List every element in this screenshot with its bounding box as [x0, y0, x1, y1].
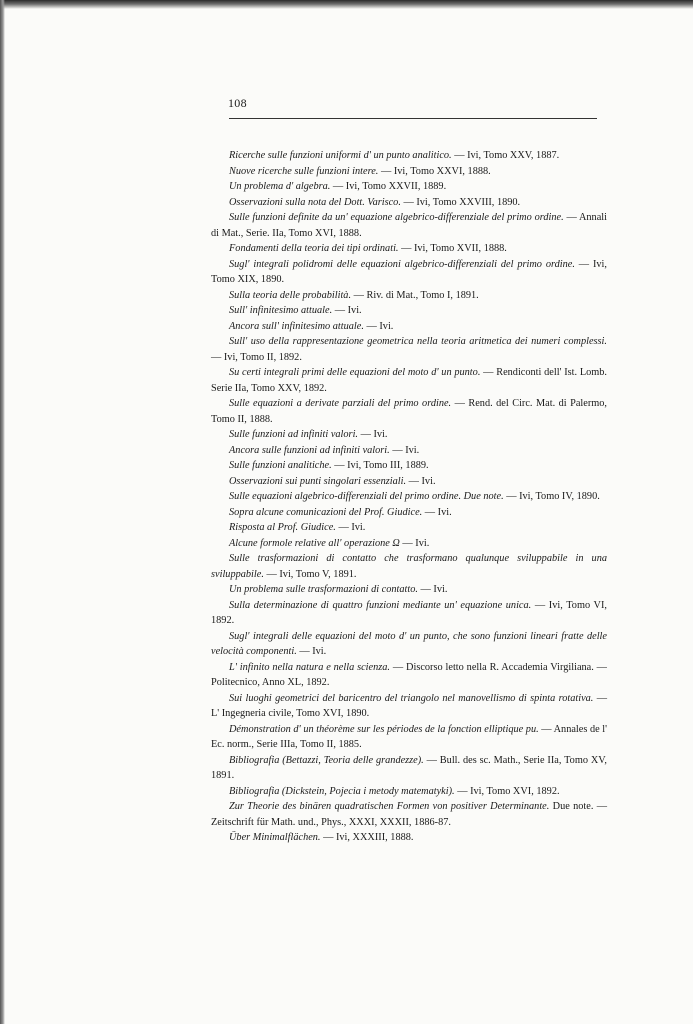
entry-publication: — Ivi, Tomo III, 1889. [331, 460, 429, 471]
entry-title: Sulla determinazione di quattro funzioni mediante un' equazione unica. [229, 599, 532, 611]
bibliography-entry [211, 598, 607, 629]
entry-title: Su certi integrali primi delle equazioni del moto d' un punto. [229, 367, 481, 378]
bibliography-entry [211, 365, 607, 396]
bibliography-entry [211, 210, 607, 241]
entry-publication: — Ivi, Tomo VI, 1892. [211, 599, 607, 626]
entry-publication: — Ivi, Tomo XVII, 1888. [398, 243, 507, 254]
entry-title: Ancora sulle funzioni ad infiniti valori. [229, 444, 390, 456]
entry-title: Sulle trasformazioni di contatto che trasformano qualunque sviluppabile in una sviluppabile. [211, 553, 607, 580]
entry-title: Sull' uso della rappresentazione geometrica nella teoria aritmetica dei numeri complessi. [229, 336, 607, 347]
bibliography-entry [211, 505, 607, 521]
entry-title: Über Minimalflächen. [229, 832, 321, 843]
bibliography-entry [211, 784, 607, 800]
entry-publication: — Ivi, Tomo XXV, 1887. [451, 150, 560, 161]
bibliography-entry [211, 396, 607, 427]
entry-publication: — Rend. del Circ. Mat. di Palermo, Tomo II, 1888. [211, 398, 607, 425]
bibliography-entry [211, 722, 607, 753]
bibliography-entry [211, 551, 607, 582]
bibliography-entry [211, 288, 607, 304]
entry-publication: — Ivi. [417, 584, 448, 595]
bibliography-entry [211, 303, 607, 319]
entry-publication: — Ivi. [332, 305, 362, 316]
bibliography-entry [211, 582, 607, 598]
entry-title: Sopra alcune comunicazioni del Prof. Giudice. [229, 506, 423, 518]
entry-title: Risposta al Prof. Giudice. [229, 522, 336, 533]
entry-title: Ancora sull' infinitesimo attuale. [229, 320, 364, 332]
entry-title: Fondamenti della teoria dei tipi ordinati. [229, 243, 399, 254]
bibliography-entry [211, 489, 607, 505]
entry-publication: — Ivi. [422, 506, 452, 518]
entry-publication: — Ivi, XXXIII, 1888. [320, 832, 414, 843]
entry-title: Nuove ricerche sulle funzioni intere. [229, 165, 379, 177]
entry-title: Alcune formole relative all' operazione Ω [229, 537, 400, 549]
entry-title: Sull' infinitesimo attuale. [229, 305, 333, 316]
entry-publication: — Ivi. [335, 522, 366, 533]
bibliography-list [211, 148, 607, 846]
entry-publication: — Discorso letto nella R. Accademia Virgiliana. — Politecnico, Anno XL, 1892. [211, 661, 607, 688]
entry-publication: — Ivi. [296, 646, 327, 657]
entry-title: Sulle funzioni analitiche. [229, 460, 332, 471]
entry-title: Osservazioni sulla nota del Dott. Varisco. [229, 196, 401, 208]
bibliography-entry [211, 520, 607, 536]
header-rule [229, 118, 597, 119]
bibliography-entry [211, 753, 607, 784]
bibliography-entry [211, 629, 607, 660]
entry-title: Un problema sulle trasformazioni di contatto. [229, 584, 418, 595]
bibliography-entry [211, 660, 607, 691]
entry-publication: — Ivi, Tomo V, 1891. [263, 568, 357, 580]
bibliography-entry [211, 799, 607, 830]
entry-publication: Due note. — Zeitschrift für Math. und., Phys., XXXI, XXXII, 1886-87. [211, 801, 607, 828]
entry-publication: — Ivi, Tomo XVI, 1892. [454, 785, 560, 797]
entry-title: Sulle funzioni ad infiniti valori. [229, 429, 358, 440]
entry-publication: — L' Ingegneria civile, Tomo XVI, 1890. [211, 692, 607, 719]
entry-publication: — Annales de l' Ec. norm., Serie IIIa, Tomo II, 1885. [211, 723, 608, 750]
entry-publication: — Ivi. [363, 320, 394, 332]
entry-publication: — Annali di Mat., Serie. IIa, Tomo XVI, 1888. [211, 212, 607, 239]
entry-publication: — Ivi, Tomo II, 1892. [211, 351, 302, 363]
page-number: 108 [228, 96, 247, 110]
entry-title: Zur Theorie des binären quadratischen Formen von positiver Determinante. [229, 801, 550, 812]
bibliography-entry [211, 241, 607, 257]
entry-title: Sugl' integrali polidromi delle equazioni algebrico-differenziali del primo ordine. [229, 258, 575, 270]
bibliography-entry [211, 458, 607, 474]
entry-title: Sulle equazioni a derivate parziali del primo ordine. [229, 398, 452, 409]
bibliography-entry [211, 691, 607, 722]
bibliography-entry [211, 164, 607, 180]
scan-binding-edge [0, 0, 5, 1024]
entry-publication: — Ivi. [389, 444, 420, 456]
scan-top-edge [0, 0, 693, 9]
entry-publication: — Ivi, Tomo XIX, 1890. [211, 258, 607, 285]
entry-publication: — Rendiconti dell' Ist. Lomb. Serie IIa, Tomo XXV, 1892. [211, 367, 607, 394]
entry-title: Sugl' integrali delle equazioni del moto d' un punto, che sono funzioni lineari fratte delle velocità componenti. [211, 630, 607, 657]
bibliography-entry [211, 474, 607, 490]
bibliography-entry [211, 334, 607, 365]
entry-title: Ricerche sulle funzioni uniformi d' un punto analitico. [229, 150, 452, 161]
entry-title: Sulle funzioni definite da un' equazione algebrico-differenziale del primo ordine. [229, 212, 564, 223]
entry-publication: — Riv. di Mat., Tomo I, 1891. [351, 289, 479, 301]
entry-title: Démonstration d' un théorème sur les périodes de la fonction elliptique pu. [229, 723, 539, 735]
bibliography-entry [211, 319, 607, 335]
entry-title: L' infinito nella natura e nella scienza. [229, 661, 390, 673]
entry-publication: — Bull. des sc. Math., Serie IIa, Tomo XV, 1891. [211, 754, 607, 781]
bibliography-entry [211, 195, 607, 211]
entry-publication: — Ivi, Tomo XXVI, 1888. [378, 165, 491, 177]
entry-publication: — Ivi, Tomo XXVIII, 1890. [400, 196, 521, 208]
entry-publication: — Ivi, Tomo IV, 1890. [503, 491, 600, 502]
entry-publication: — Ivi. [358, 429, 388, 440]
bibliography-entry [211, 443, 607, 459]
entry-title: Un problema d' algebra. [229, 181, 331, 192]
entry-title: Bibliografia (Bettazzi, Teoria delle grandezze). [229, 754, 424, 766]
bibliography-entry [211, 148, 607, 164]
bibliography-entry [211, 830, 607, 846]
bibliography-entry [211, 179, 607, 195]
bibliography-entry [211, 536, 607, 552]
bibliography-entry [211, 427, 607, 443]
entry-title: Osservazioni sui punti singolari essenziali. [229, 475, 407, 487]
entry-publication: — Ivi. [399, 537, 430, 549]
entry-title: Bibliografia (Dickstein, Pojecia i metody matematyki). [229, 785, 455, 797]
bibliography-entry [211, 257, 607, 288]
entry-publication: — Ivi. [406, 475, 436, 487]
entry-title: Sulle equazioni algebrico-differenziali del primo ordine. Due note. [229, 491, 504, 502]
entry-title: Sulla teoria delle probabilità. [229, 289, 352, 301]
entry-publication: — Ivi, Tomo XXVII, 1889. [330, 181, 447, 192]
entry-title: Sui luoghi geometrici del baricentro del triangolo nel manovellismo di spinta rotativa. [229, 692, 594, 704]
